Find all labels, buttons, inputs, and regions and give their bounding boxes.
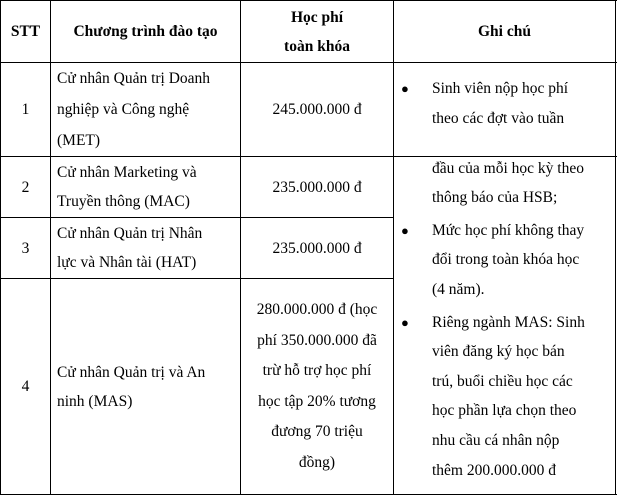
note-line: Riêng ngành MAS: Sinh — [432, 314, 585, 331]
note-line: trú, buổi chiều học các — [432, 373, 573, 390]
note-line: đầu của mỗi học kỳ theo — [432, 160, 584, 177]
note-line: Sinh viên nộp học phí — [432, 80, 569, 97]
row-4-fee — [241, 279, 393, 494]
row-4-stt-value: 4 — [21, 378, 30, 395]
header-stt — [1, 1, 50, 62]
header-notes-label: Ghi chú — [478, 23, 531, 40]
row-1-program-line: Cử nhân Quản trị Doanh — [57, 70, 211, 87]
row-3-stt-value: 3 — [21, 239, 30, 257]
row-3-program-line: lực và Nhân tài (HAT) — [57, 254, 197, 271]
row-4-fee-line: phí 350.000.000 đã — [257, 331, 377, 349]
bullet-1: ● — [401, 81, 409, 96]
row-2-fee-value: 235.000.000 đ — [272, 178, 362, 196]
row-4-fee-line: đồng) — [298, 453, 336, 471]
row-2-program-line: Truyền thông (MAC) — [57, 193, 190, 210]
row-4-program-line: ninh (MAS) — [57, 392, 133, 410]
note-line: viên đăng ký học bán — [432, 343, 565, 360]
note-line: theo các đợt vào tuần — [432, 110, 565, 127]
row-4-fee-line: trừ hỗ trợ học phí — [262, 362, 372, 379]
row-4-stt — [1, 279, 50, 494]
header-notes — [394, 1, 615, 62]
col-divider-3 — [393, 0, 394, 495]
row-1-program-line: nghiệp và Công nghệ — [57, 101, 190, 118]
row-4-fee-line: học tập 20% tương — [258, 392, 376, 410]
row-2-stt — [1, 157, 50, 217]
row-1-fee — [241, 63, 393, 156]
bullet-3: ● — [401, 315, 409, 330]
header-fee-line-2: toàn khóa — [284, 37, 350, 55]
row-4-program-line: Cử nhân Quản trị và An — [57, 363, 206, 381]
note-line: học phần lựa chọn theo — [432, 402, 577, 419]
note-line: Mức học phí không thay — [432, 222, 585, 239]
header-stt-label: STT — [10, 23, 41, 40]
row-2-program — [57, 157, 240, 217]
header-fee — [241, 1, 393, 62]
row-1-stt-value: 1 — [21, 101, 30, 118]
note-line: thông báo của HSB; — [432, 189, 558, 206]
note-line: đổi trong toàn khóa học — [432, 251, 580, 268]
row-3-stt — [1, 218, 50, 278]
header-program-label: Chương trình đào tạo — [73, 23, 218, 40]
bullet-2: ● — [401, 223, 409, 238]
row-2-program-line: Cử nhân Marketing và — [57, 164, 197, 181]
row-3-fee-value: 235.000.000 đ — [272, 239, 362, 257]
row-3-program — [57, 218, 240, 278]
note-line: (4 năm). — [432, 281, 485, 298]
note-line: thêm 200.000.000 đ — [432, 462, 556, 479]
row-3-fee — [241, 218, 393, 278]
note-line: nhu cầu cá nhân nộp — [432, 432, 560, 449]
header-program — [51, 1, 240, 62]
row-4-program — [57, 279, 240, 494]
header-fee-line-1: Học phí — [290, 8, 344, 26]
row-1-stt — [1, 63, 50, 156]
border-bottom — [0, 494, 617, 495]
row-1-fee-value: 245.000.000 đ — [272, 101, 362, 118]
col-divider-1 — [50, 0, 51, 495]
border-right — [615, 0, 616, 495]
row-1-program — [57, 63, 240, 156]
row-4-fee-line: 280.000.000 đ (học — [256, 301, 378, 318]
row-3-program-line: Cử nhân Quản trị Nhân — [57, 225, 203, 242]
row-2-stt-value: 2 — [21, 178, 30, 196]
row-4-fee-line: đương 70 triệu — [271, 423, 363, 440]
row-1-program-line: (MET) — [57, 132, 101, 149]
row-2-fee — [241, 157, 393, 217]
